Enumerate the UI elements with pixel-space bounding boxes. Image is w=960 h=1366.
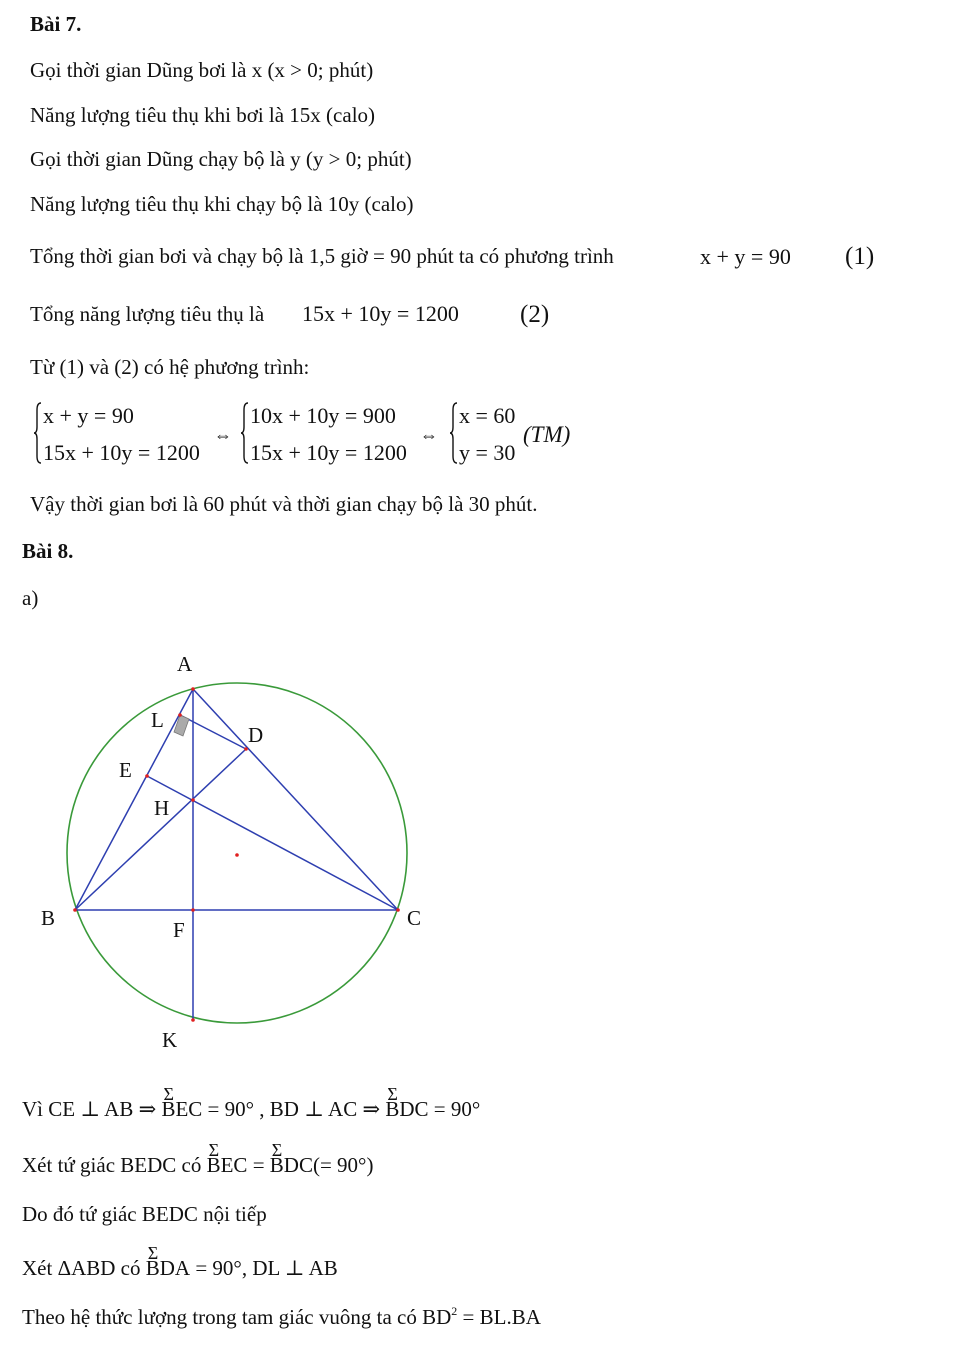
bai7-line-4: Năng lượng tiêu thụ khi chạy bộ là 10y (calo) xyxy=(30,192,414,216)
label-E: E xyxy=(119,758,132,782)
proof-line-5 xyxy=(22,1303,541,1331)
label-K: K xyxy=(162,1028,178,1052)
equation-2-number: (2) xyxy=(520,301,550,328)
tm-note: (TM) xyxy=(523,422,571,447)
point-B xyxy=(73,908,77,912)
angle-bdc: Σ BDC xyxy=(270,1151,313,1179)
segment-CE xyxy=(147,776,398,910)
proof-5-c: = BL.BA xyxy=(457,1305,541,1329)
point-F xyxy=(191,908,195,912)
segment-BD xyxy=(75,749,246,910)
bai7-line-1: Gọi thời gian Dũng bơi là x (x > 0; phút) xyxy=(30,58,374,82)
segment-AC xyxy=(193,689,398,910)
system-1-row-1: x + y = 90 xyxy=(43,403,134,428)
bai7-line-2: Năng lượng tiêu thụ khi bơi là 15x (calo) xyxy=(30,103,376,127)
proof-1-a: Vì CE ⊥ AB ⇒ xyxy=(22,1097,162,1121)
system-2-row-2: 15x + 10y = 1200 xyxy=(250,440,407,465)
point-O xyxy=(235,853,239,857)
label-F: F xyxy=(173,918,185,942)
proof-line-1 xyxy=(22,1095,480,1123)
system-1-row-2: 15x + 10y = 1200 xyxy=(43,440,200,465)
equation-1: x + y = 90 xyxy=(700,244,791,269)
brace-icon xyxy=(241,402,249,464)
point-L xyxy=(178,713,182,717)
point-E xyxy=(145,774,149,778)
angle-bec: Σ BEC xyxy=(207,1151,248,1179)
angle-bec: Σ BEC xyxy=(161,1095,202,1123)
bai7-line-5: Tổng thời gian bơi và chạy bộ là 1,5 giờ = 90 phút ta có phương trình xyxy=(30,244,614,268)
proof-1-d: , BD ⊥ AC ⇒ xyxy=(254,1097,386,1121)
angle-bdc: Σ BDC xyxy=(385,1095,428,1123)
proof-1-f: = 90° xyxy=(428,1097,481,1121)
system-3-row-2: y = 30 xyxy=(459,440,516,465)
bai8-part-a: a) xyxy=(22,586,39,610)
segment-LD xyxy=(180,715,246,749)
label-B: B xyxy=(41,906,56,930)
proof-2-e: (= 90°) xyxy=(312,1153,374,1177)
proof-line-4 xyxy=(22,1254,338,1282)
point-K xyxy=(191,1018,195,1022)
label-L: L xyxy=(151,708,164,732)
bai7-heading: Bài 7. xyxy=(30,12,82,36)
equivalence-symbol: ⇔ xyxy=(214,425,232,445)
equation-2: 15x + 10y = 1200 xyxy=(302,301,459,326)
point-C xyxy=(396,908,400,912)
proof-5-exponent: 2 xyxy=(451,1304,458,1318)
system-2-row-1: 10x + 10y = 900 xyxy=(250,403,396,428)
proof-2-c: = xyxy=(247,1153,270,1177)
bai7-line-6: Tổng năng lượng tiêu thụ là xyxy=(30,302,265,326)
right-angle-mark xyxy=(174,715,189,736)
brace-icon xyxy=(450,402,458,464)
angle-bda: Σ BDA xyxy=(146,1254,190,1282)
proof-4-c: = 90°, DL ⊥ AB xyxy=(190,1256,338,1280)
proof-5-a: Theo hệ thức lượng trong tam giác vuông ta có BD xyxy=(22,1305,452,1329)
point-D xyxy=(244,747,248,751)
label-C: C xyxy=(407,906,422,930)
system-3-row-1: x = 60 xyxy=(459,403,516,428)
label-H: H xyxy=(154,796,170,820)
label-D: D xyxy=(248,723,264,747)
equivalence-symbol: ⇔ xyxy=(420,425,438,445)
bai7-conclusion: Vậy thời gian bơi là 60 phút và thời gian chạy bộ là 30 phút. xyxy=(30,492,538,516)
point-A xyxy=(191,687,195,691)
label-A: A xyxy=(177,652,193,676)
bai8-heading: Bài 8. xyxy=(22,539,74,563)
proof-4-a: Xét ΔABD có xyxy=(22,1256,146,1280)
equation-1-number: (1) xyxy=(845,243,875,270)
bai7-line-3: Gọi thời gian Dũng chạy bộ là y (y > 0; phút) xyxy=(30,147,412,171)
circumcircle xyxy=(67,683,407,1023)
segment-AB xyxy=(75,689,193,910)
proof-line-3: Do đó tứ giác BEDC nội tiếp xyxy=(22,1202,267,1226)
geometry-figure xyxy=(0,640,480,1060)
proof-line-2 xyxy=(22,1151,373,1179)
proof-1-c: = 90° xyxy=(202,1097,255,1121)
proof-2-a: Xét tứ giác BEDC có xyxy=(22,1153,207,1177)
bai7-line-7: Từ (1) và (2) có hệ phương trình: xyxy=(30,355,310,379)
point-H xyxy=(191,798,195,802)
brace-icon xyxy=(34,402,42,464)
